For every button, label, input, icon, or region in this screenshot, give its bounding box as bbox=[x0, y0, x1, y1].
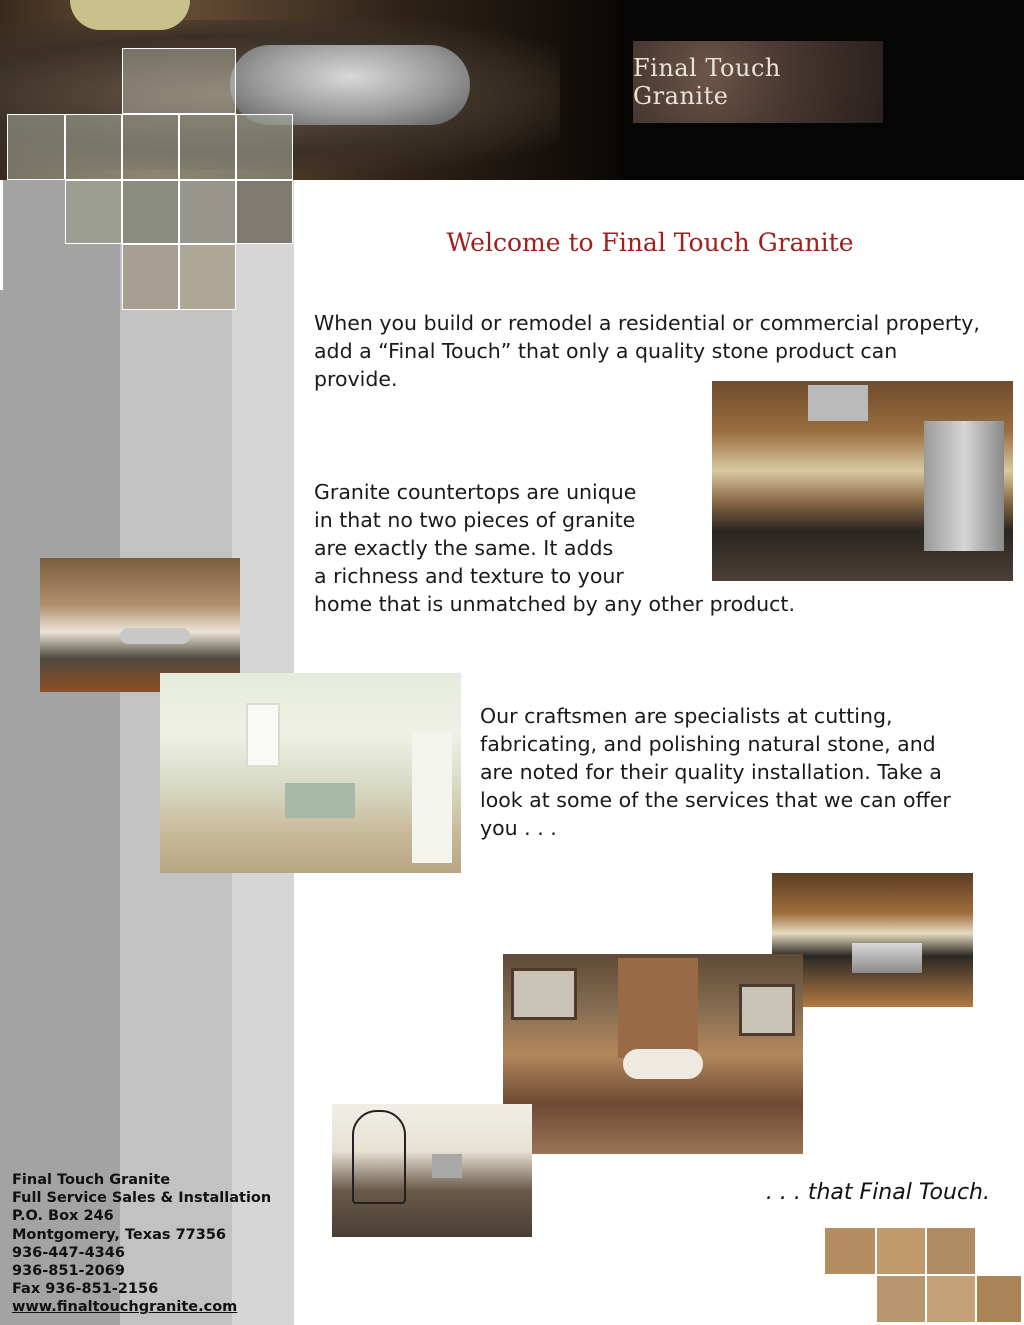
bathroom-photo-tub bbox=[503, 954, 803, 1154]
granite-line: are exactly the same. It adds bbox=[314, 536, 614, 560]
tagline: . . . that Final Touch. bbox=[765, 1180, 990, 1205]
intro-paragraph: When you build or remodel a residential or commercial property, add a “Final Touch” that only a quality stone product can provide. bbox=[314, 311, 980, 391]
grid-tile bbox=[179, 114, 236, 180]
kitchen-photo-fruit-stand bbox=[40, 558, 240, 692]
stove-image bbox=[852, 943, 922, 973]
phone-number: 936-447-4346 bbox=[12, 1244, 125, 1261]
grid-tile bbox=[122, 48, 236, 114]
cake-stand-image bbox=[352, 1110, 406, 1204]
grid-tile bbox=[926, 1275, 976, 1323]
grid-tile bbox=[824, 1227, 876, 1275]
website-link[interactable]: www.finaltouchgranite.com bbox=[12, 1299, 238, 1316]
company-name: Final Touch Granite bbox=[12, 1172, 171, 1188]
logo-text: Final Touch Granite bbox=[633, 54, 781, 110]
mirror-image bbox=[739, 984, 795, 1036]
grid-tile bbox=[122, 114, 179, 180]
island-image bbox=[285, 783, 355, 818]
kitchen-photo-cake-stand bbox=[332, 1104, 532, 1237]
granite-line: Granite countertops are unique bbox=[314, 480, 637, 504]
grid-tile bbox=[876, 1227, 926, 1275]
po-box: P.O. Box 246 bbox=[12, 1208, 114, 1225]
logo bbox=[633, 41, 883, 123]
service-line: Full Service Sales & Installation bbox=[12, 1190, 272, 1207]
fridge-image bbox=[924, 421, 1004, 551]
corner-tile-grid bbox=[820, 1225, 1024, 1325]
fridge-image bbox=[412, 733, 452, 863]
granite-line: in that no two pieces of granite bbox=[314, 508, 636, 532]
grid-tile bbox=[65, 114, 122, 180]
mirror-image bbox=[511, 968, 577, 1020]
stripe-gap bbox=[0, 180, 3, 290]
window-image bbox=[246, 703, 280, 767]
city-state-zip: Montgomery, Texas 77356 bbox=[12, 1226, 227, 1243]
grid-tile bbox=[179, 180, 236, 244]
stone-wall-image bbox=[618, 958, 698, 1058]
phone-number: 936-851-2069 bbox=[12, 1263, 125, 1280]
contact-info bbox=[12, 1171, 302, 1317]
toaster-image bbox=[432, 1154, 462, 1178]
grid-tile bbox=[236, 180, 293, 244]
kitchen-photo-white-cabinets bbox=[160, 673, 461, 873]
granite-line: a richness and texture to your bbox=[314, 564, 624, 588]
fax-number: Fax 936-851-2156 bbox=[12, 1281, 159, 1298]
kitchen-photo-steel-fridge bbox=[712, 381, 1013, 581]
bathtub-image bbox=[623, 1049, 703, 1079]
grid-tile bbox=[976, 1275, 1022, 1323]
grid-tile bbox=[122, 244, 179, 310]
granite-paragraph bbox=[314, 478, 704, 590]
sink-image bbox=[120, 628, 190, 644]
tile-grid bbox=[0, 0, 300, 320]
grid-tile bbox=[179, 244, 236, 310]
craftsmen-paragraph: Our craftsmen are specialists at cutting, fabricating, and polishing natural stone, and are noted for their quality installation. Take a look at some of the services that we can offer you . . . bbox=[480, 704, 951, 840]
grid-tile bbox=[7, 114, 65, 180]
granite-paragraph-end: home that is unmatched by any other product. bbox=[314, 592, 795, 616]
page-title: Welcome to Final Touch Granite bbox=[446, 228, 854, 257]
grid-tile bbox=[876, 1275, 926, 1323]
grid-tile bbox=[926, 1227, 976, 1275]
grid-tile bbox=[236, 114, 293, 180]
grid-tile bbox=[122, 180, 179, 244]
range-hood-image bbox=[808, 385, 868, 421]
grid-tile bbox=[65, 180, 122, 244]
